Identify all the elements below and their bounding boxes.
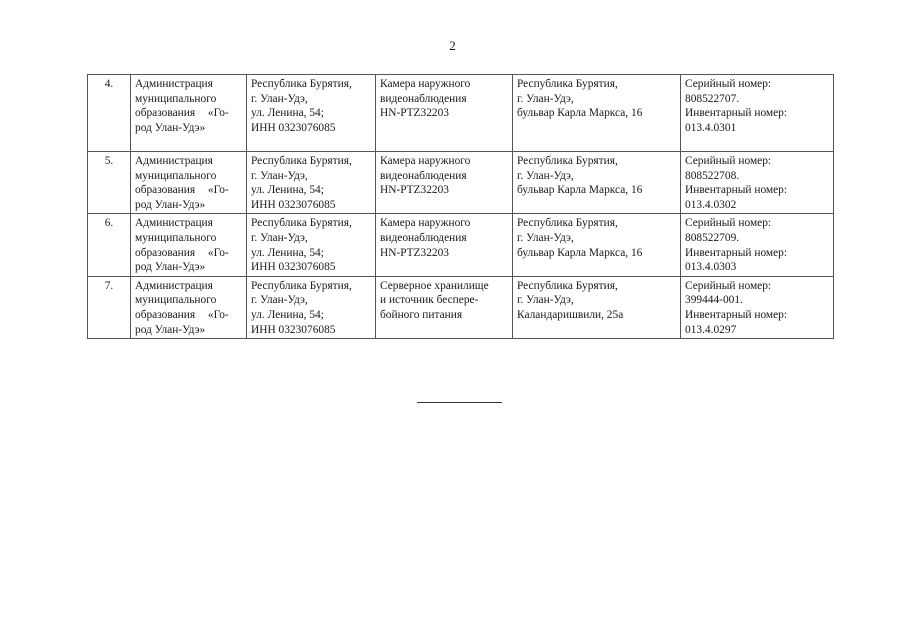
row-number-cell: 6.	[88, 214, 131, 276]
owner-address-cell: Республика Бурятия, г. Улан-Удэ, ул. Ленина, 54; ИНН 0323076085	[247, 152, 376, 214]
row-number-cell: 4.	[88, 75, 131, 152]
table-row	[88, 276, 834, 338]
table-row	[88, 152, 834, 214]
owner-address-cell: Республика Бурятия, г. Улан-Удэ, ул. Ленина, 54; ИНН 0323076085	[247, 276, 376, 338]
owner-address-cell: Республика Бурятия, г. Улан-Удэ, ул. Ленина, 54; ИНН 0323076085	[247, 214, 376, 276]
end-of-document-rule	[417, 402, 502, 403]
table-row	[88, 214, 834, 276]
item-ids-cell: Серийный номер: 808522709. Инвентарный номер: 013.4.0303	[681, 214, 834, 276]
row-number-cell: 5.	[88, 152, 131, 214]
row-number-cell: 7.	[88, 276, 131, 338]
owner-address-cell: Республика Бурятия, г. Улан-Удэ, ул. Ленина, 54; ИНН 0323076085	[247, 75, 376, 152]
page-number: 2	[449, 38, 456, 53]
item-name-cell: Камера наружного видеонаблюдения HN-PTZ32203	[376, 152, 513, 214]
item-ids-cell: Серийный номер: 808522708. Инвентарный номер: 013.4.0302	[681, 152, 834, 214]
item-ids-cell: Серийный номер: 399444-001. Инвентарный номер: 013.4.0297	[681, 276, 834, 338]
item-location-cell: Республика Бурятия, г. Улан-Удэ, бульвар Карла Маркса, 16	[513, 152, 681, 214]
owner-cell: Администрация муниципального образования «Го- род Улан-Удэ»	[131, 75, 247, 152]
item-location-cell: Республика Бурятия, г. Улан-Удэ, бульвар Карла Маркса, 16	[513, 75, 681, 152]
owner-cell: Администрация муниципального образования «Го- род Улан-Удэ»	[131, 276, 247, 338]
owner-cell: Администрация муниципального образования «Го- род Улан-Удэ»	[131, 214, 247, 276]
item-name-cell: Серверное хранилище и источник беспере- бойного питания	[376, 276, 513, 338]
item-location-cell: Республика Бурятия, г. Улан-Удэ, бульвар Карла Маркса, 16	[513, 214, 681, 276]
table-row	[88, 75, 834, 152]
item-location-cell: Республика Бурятия, г. Улан-Удэ, Каландаришвили, 25а	[513, 276, 681, 338]
item-name-cell: Камера наружного видеонаблюдения HN-PTZ32203	[376, 75, 513, 152]
owner-cell: Администрация муниципального образования «Го- род Улан-Удэ»	[131, 152, 247, 214]
item-ids-cell: Серийный номер: 808522707. Инвентарный номер: 013.4.0301	[681, 75, 834, 152]
item-name-cell: Камера наружного видеонаблюдения HN-PTZ32203	[376, 214, 513, 276]
property-table	[87, 74, 834, 339]
